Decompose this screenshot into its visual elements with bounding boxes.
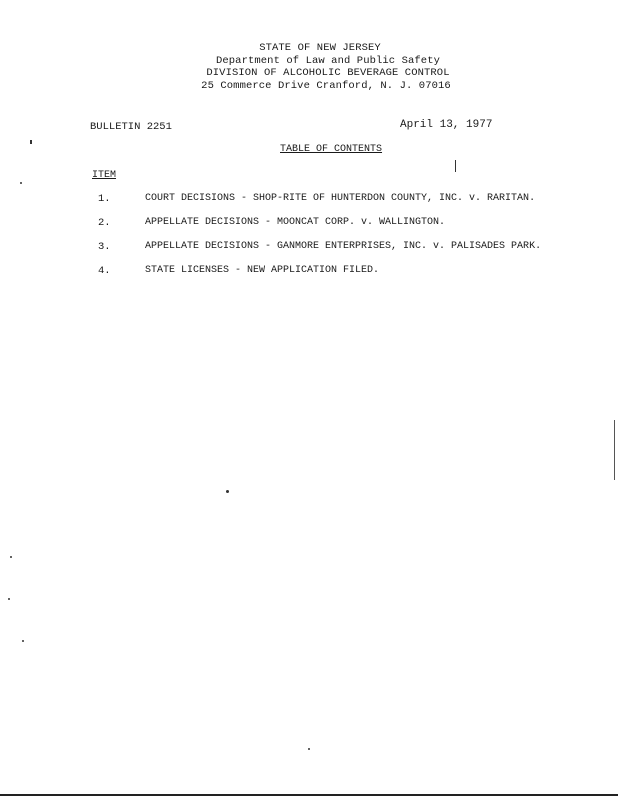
scan-speck [455, 160, 456, 172]
scan-edge-mark [614, 420, 615, 480]
toc-item-title: APPELLATE DECISIONS - GANMORE ENTERPRISES, INC. v. PALISADES PARK. [145, 241, 542, 252]
scan-speck [20, 182, 22, 184]
scan-speck [10, 556, 12, 558]
item-column-header: ITEM [92, 170, 117, 181]
toc-item-title: COURT DECISIONS - SHOP-RITE OF HUNTERDON COUNTY, INC. v. RARITAN. [145, 193, 536, 204]
division-name: DIVISION OF ALCOHOLIC BEVERAGE CONTROL [206, 67, 450, 79]
scan-bottom-edge [0, 794, 618, 796]
scan-speck [308, 748, 310, 750]
bulletin-date: April 13, 1977 [400, 119, 493, 131]
department-name: Department of Law and Public Safety [215, 54, 441, 67]
scan-speck [30, 140, 32, 144]
toc-item-number: 2. [98, 217, 111, 229]
bulletin-number: BULLETIN 2251 [90, 121, 172, 133]
toc-item-title: STATE LICENSES - NEW APPLICATION FILED. [145, 265, 380, 276]
toc-item-title: APPELLATE DECISIONS - MOONCAT CORP. v. WALLINGTON. [145, 217, 446, 228]
scan-speck [8, 598, 10, 600]
scan-speck [226, 490, 229, 493]
toc-title: TABLE OF CONTENTS [280, 144, 383, 155]
toc-item-number: 3. [98, 241, 111, 253]
letterhead [0, 42, 618, 92]
state-name: STATE OF NEW JERSEY [259, 42, 381, 54]
scan-speck [22, 640, 24, 642]
address: 25 Commerce Drive Cranford, N. J. 07016 [201, 79, 451, 92]
toc-item-number: 4. [98, 265, 111, 277]
toc-item-number: 1. [98, 193, 111, 205]
